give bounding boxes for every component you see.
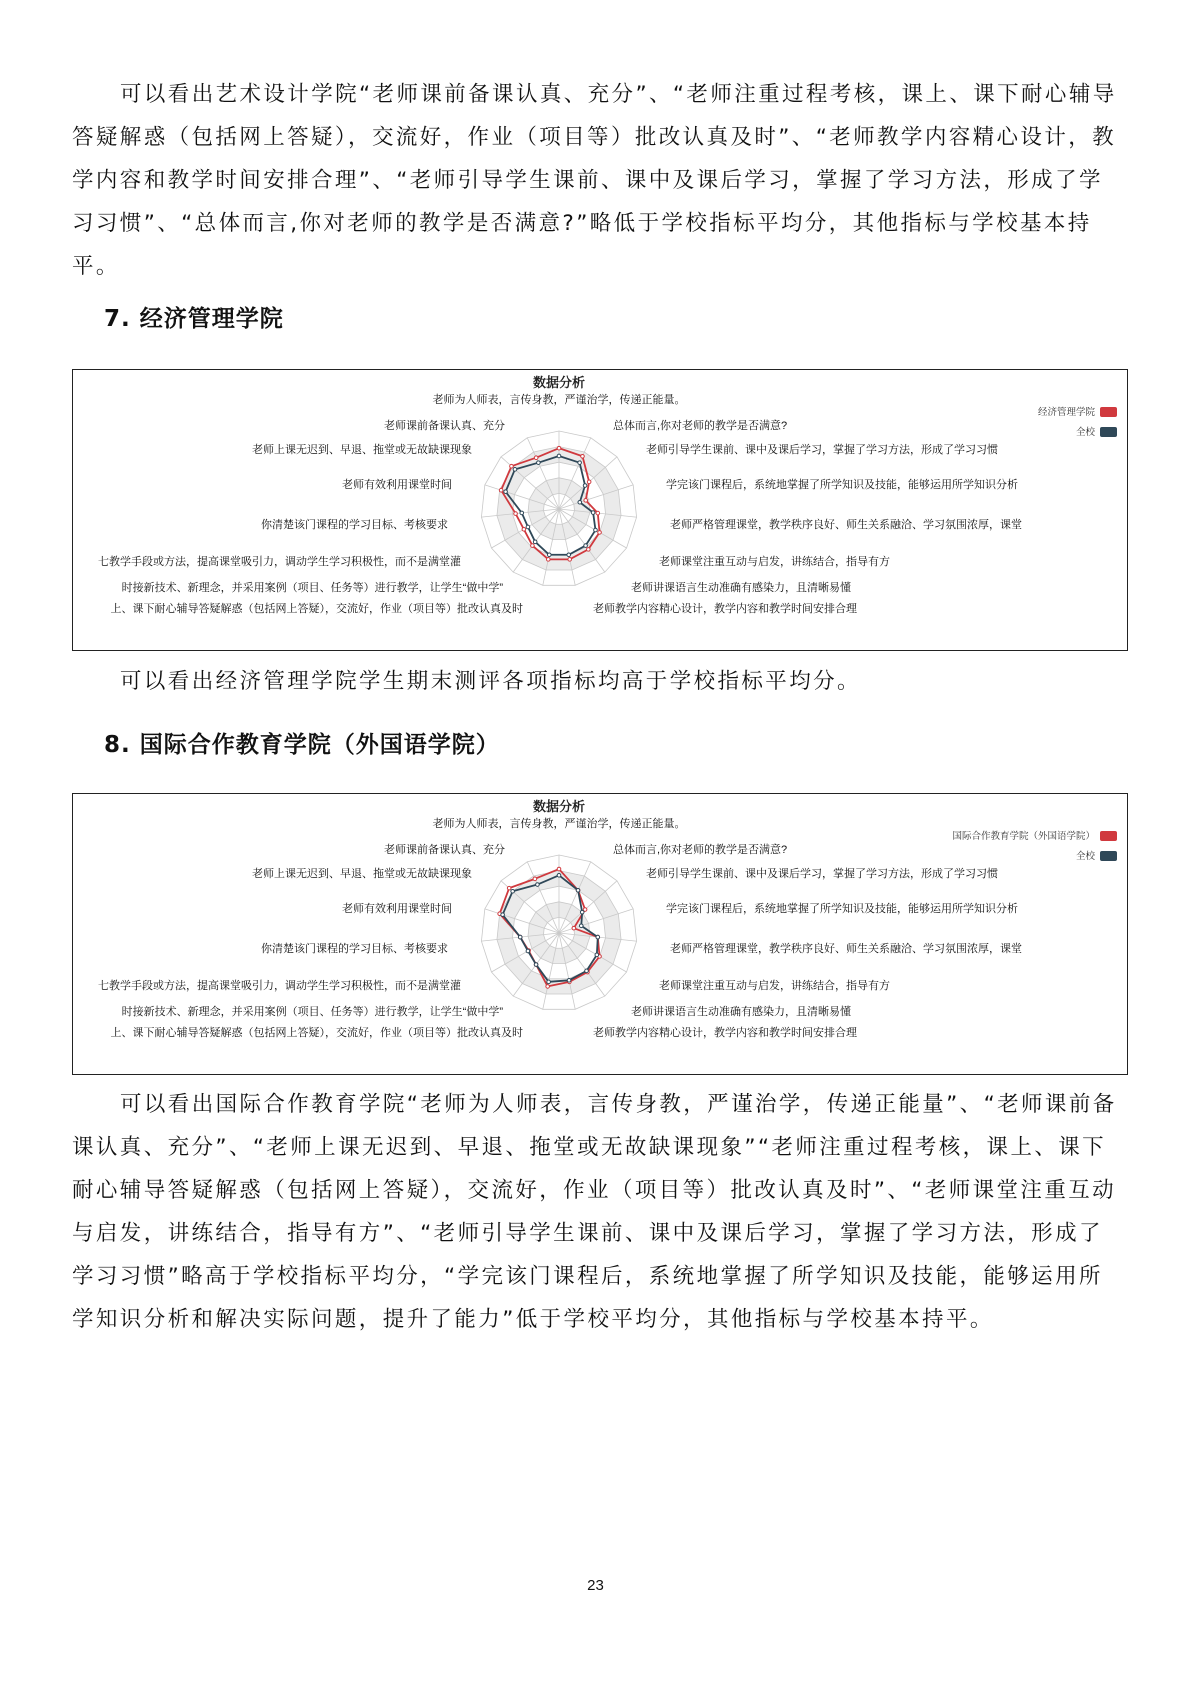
axis-label: 老师课堂注重互动与启发，讲练结合，指导有方	[659, 556, 890, 568]
series-point	[595, 953, 599, 957]
series-point	[526, 949, 530, 953]
paragraph-international	[72, 1083, 1122, 1341]
series-point	[533, 540, 537, 544]
series-point	[596, 935, 600, 939]
axis-label: 老师上课无迟到、早退、拖堂或无故缺课现象	[252, 868, 472, 880]
series-point	[533, 877, 537, 881]
series-point	[501, 913, 505, 917]
axis-label: 老师课前备课认真、充分	[384, 420, 505, 432]
paragraph-art-design	[72, 73, 1122, 288]
page-number: 23	[587, 1577, 604, 1594]
series-point	[504, 490, 508, 494]
axis-label: 老师有效利用课堂时间	[342, 479, 452, 491]
series-point	[546, 558, 550, 562]
axis-label: 老师讲课语言生动准确有感染力，且清晰易懂	[631, 582, 851, 594]
axis-label: 七教学手段或方法，提高课堂吸引力，调动学生学习积极性，而不是满堂灌	[98, 556, 461, 568]
series-point	[578, 461, 582, 465]
axis-label: 老师课前备课认真、充分	[384, 844, 505, 856]
section-heading-economics: 7. 经济管理学院	[104, 306, 284, 332]
series-point	[499, 488, 503, 492]
series-point	[584, 499, 588, 503]
axis-label: 老师上课无迟到、早退、拖堂或无故缺课现象	[252, 444, 472, 456]
series-point	[518, 935, 522, 939]
axis-label: 老师课堂注重互动与启发，讲练结合，指导有方	[659, 980, 890, 992]
legend-label: 全校	[1075, 851, 1095, 862]
series-point	[511, 889, 515, 893]
legend-swatch	[1100, 851, 1117, 861]
series-point	[578, 500, 582, 504]
series-point	[567, 979, 571, 983]
series-point	[596, 511, 600, 515]
series-point	[585, 969, 589, 973]
axis-label: 总体而言,你对老师的教学是否满意?	[613, 844, 788, 856]
legend-label: 国际合作教育学院（外国语学院）	[952, 831, 1095, 842]
series-point	[591, 511, 595, 515]
legend-swatch	[1100, 427, 1117, 437]
axis-label: 学完该门课程后，系统地掌握了所学知识及技能，能够运用所学知识分析	[666, 479, 1018, 491]
paragraph-text: 可以看出国际合作教育学院“老师为人师表，言传身教，严谨治学，传递正能量”、“老师课前备课认真、充分”、“老师上课无迟到、早退、拖堂或无故缺课现象”“老师注重过程考核，课上、课下耐心辅导答疑解惑（包括网上答疑），交流好，作业（项目等）批改认真及时”、“老师课堂注重互动与启发，讲练结合，指导有方”、“老师引导学生课前、课中及课后学习，掌握了学习方法，形成了学习习惯”略高于学校指标平均分，“学完该门课程后，系统地掌握了所学知识及技能，能够运用所学知识分析和解决实际问题，提升了能力”低于学校平均分，其他指标与学校基本持平。	[72, 1092, 1117, 1332]
series-point	[534, 456, 538, 460]
series-point	[534, 963, 538, 967]
axis-label: 老师严格管理课堂，教学秩序良好、师生关系融洽、学习氛围浓厚，课堂	[670, 943, 1022, 955]
axis-label: 老师有效利用课堂时间	[342, 903, 452, 915]
legend-label: 全校	[1075, 427, 1095, 438]
series-point	[598, 531, 602, 535]
axis-label: 老师教学内容精心设计，教学内容和教学时间安排合理	[593, 1027, 857, 1039]
radar-chart-svg	[73, 794, 1127, 1074]
paragraph-economics	[72, 660, 1122, 703]
axis-label: 老师为人师表，言传身教，严谨治学，传递正能量。	[432, 394, 686, 406]
radar-chart-svg	[73, 370, 1127, 650]
series-point	[547, 553, 551, 557]
axis-label: 上、课下耐心辅导答疑解惑（包括网上答疑），交流好，作业（项目等）批改认真及时	[110, 1027, 523, 1039]
axis-label: 七教学手段或方法，提高课堂吸引力，调动学生学习积极性，而不是满堂灌	[98, 980, 461, 992]
chart-title: 数据分析	[532, 799, 586, 814]
series-point	[510, 464, 514, 468]
series-point	[507, 886, 511, 890]
series-point	[557, 873, 561, 877]
series-point	[567, 553, 571, 557]
axis-label: 老师引导学生课前、课中及课后学习，掌握了学习方法，形成了学习习惯	[646, 868, 998, 880]
axis-label: 你清楚该门课程的学习目标、考核要求	[261, 943, 448, 955]
axis-label: 上、课下耐心辅导答疑解惑（包括网上答疑），交流好，作业（项目等）批改认真及时	[110, 603, 523, 615]
axis-label: 学完该门课程后，系统地掌握了所学知识及技能，能够运用所学知识分析	[666, 903, 1018, 915]
axis-label: 总体而言,你对老师的教学是否满意?	[613, 420, 788, 432]
series-point	[526, 525, 530, 529]
axis-label: 时接新技术、新理念，并采用案例（项目、任务等）进行教学，让学生“做中学”	[121, 582, 503, 594]
series-point	[594, 528, 598, 532]
series-point	[546, 985, 550, 989]
section-heading-international: 8. 国际合作教育学院（外国语学院）	[104, 732, 500, 758]
series-point	[547, 980, 551, 984]
series-point	[568, 558, 572, 562]
series-point	[557, 867, 561, 871]
series-point	[514, 512, 518, 516]
series-point	[579, 924, 583, 928]
series-point	[531, 544, 535, 548]
series-point	[583, 484, 587, 488]
paragraph-text: 可以看出艺术设计学院“老师课前备课认真、充分”、“老师注重过程考核，课上、课下耐心辅导答疑解惑（包括网上答疑），交流好，作业（项目等）批改认真及时”、“老师教学内容精心设计，教学内容和教学时间安排合理”、“老师引导学生课前、课中及课后学习，掌握了学习方法，形成了学习习惯”、“总体而言,你对老师的教学是否满意?”略低于学校指标平均分，其他指标与学校基本持平。	[72, 82, 1117, 279]
series-point	[581, 454, 585, 458]
axis-label: 老师严格管理课堂，教学秩序良好、师生关系融洽、学习氛围浓厚，课堂	[670, 519, 1022, 531]
radar-chart-international	[72, 793, 1128, 1075]
axis-label: 老师引导学生课前、课中及课后学习，掌握了学习方法，形成了学习习惯	[646, 444, 998, 456]
series-point	[513, 468, 517, 472]
series-point	[557, 454, 561, 458]
legend-label: 经济管理学院	[1037, 407, 1095, 418]
series-point	[537, 461, 541, 465]
axis-label: 你清楚该门课程的学习目标、考核要求	[261, 519, 448, 531]
radar-chart-economics	[72, 369, 1128, 651]
axis-label: 老师教学内容精心设计，教学内容和教学时间安排合理	[593, 603, 857, 615]
series-point	[536, 883, 540, 887]
chart-title: 数据分析	[532, 375, 586, 390]
series-point	[587, 480, 591, 484]
series-point	[576, 888, 580, 892]
legend-swatch	[1100, 407, 1117, 417]
series-point	[520, 511, 524, 515]
axis-label: 时接新技术、新理念，并采用案例（项目、任务等）进行教学，让学生“做中学”	[121, 1006, 503, 1018]
series-point	[557, 446, 561, 450]
paragraph-text: 可以看出经济管理学院学生期末测评各项指标均高于学校指标平均分。	[120, 669, 861, 694]
axis-label: 老师讲课语言生动准确有感染力，且清晰易懂	[631, 1006, 851, 1018]
series-point	[580, 910, 584, 914]
series-point	[522, 527, 526, 531]
legend-swatch	[1100, 831, 1117, 841]
series-point	[572, 926, 576, 930]
series-point	[587, 548, 591, 552]
series-point	[584, 544, 588, 548]
axis-label: 老师为人师表，言传身教，严谨治学，传递正能量。	[432, 818, 686, 830]
